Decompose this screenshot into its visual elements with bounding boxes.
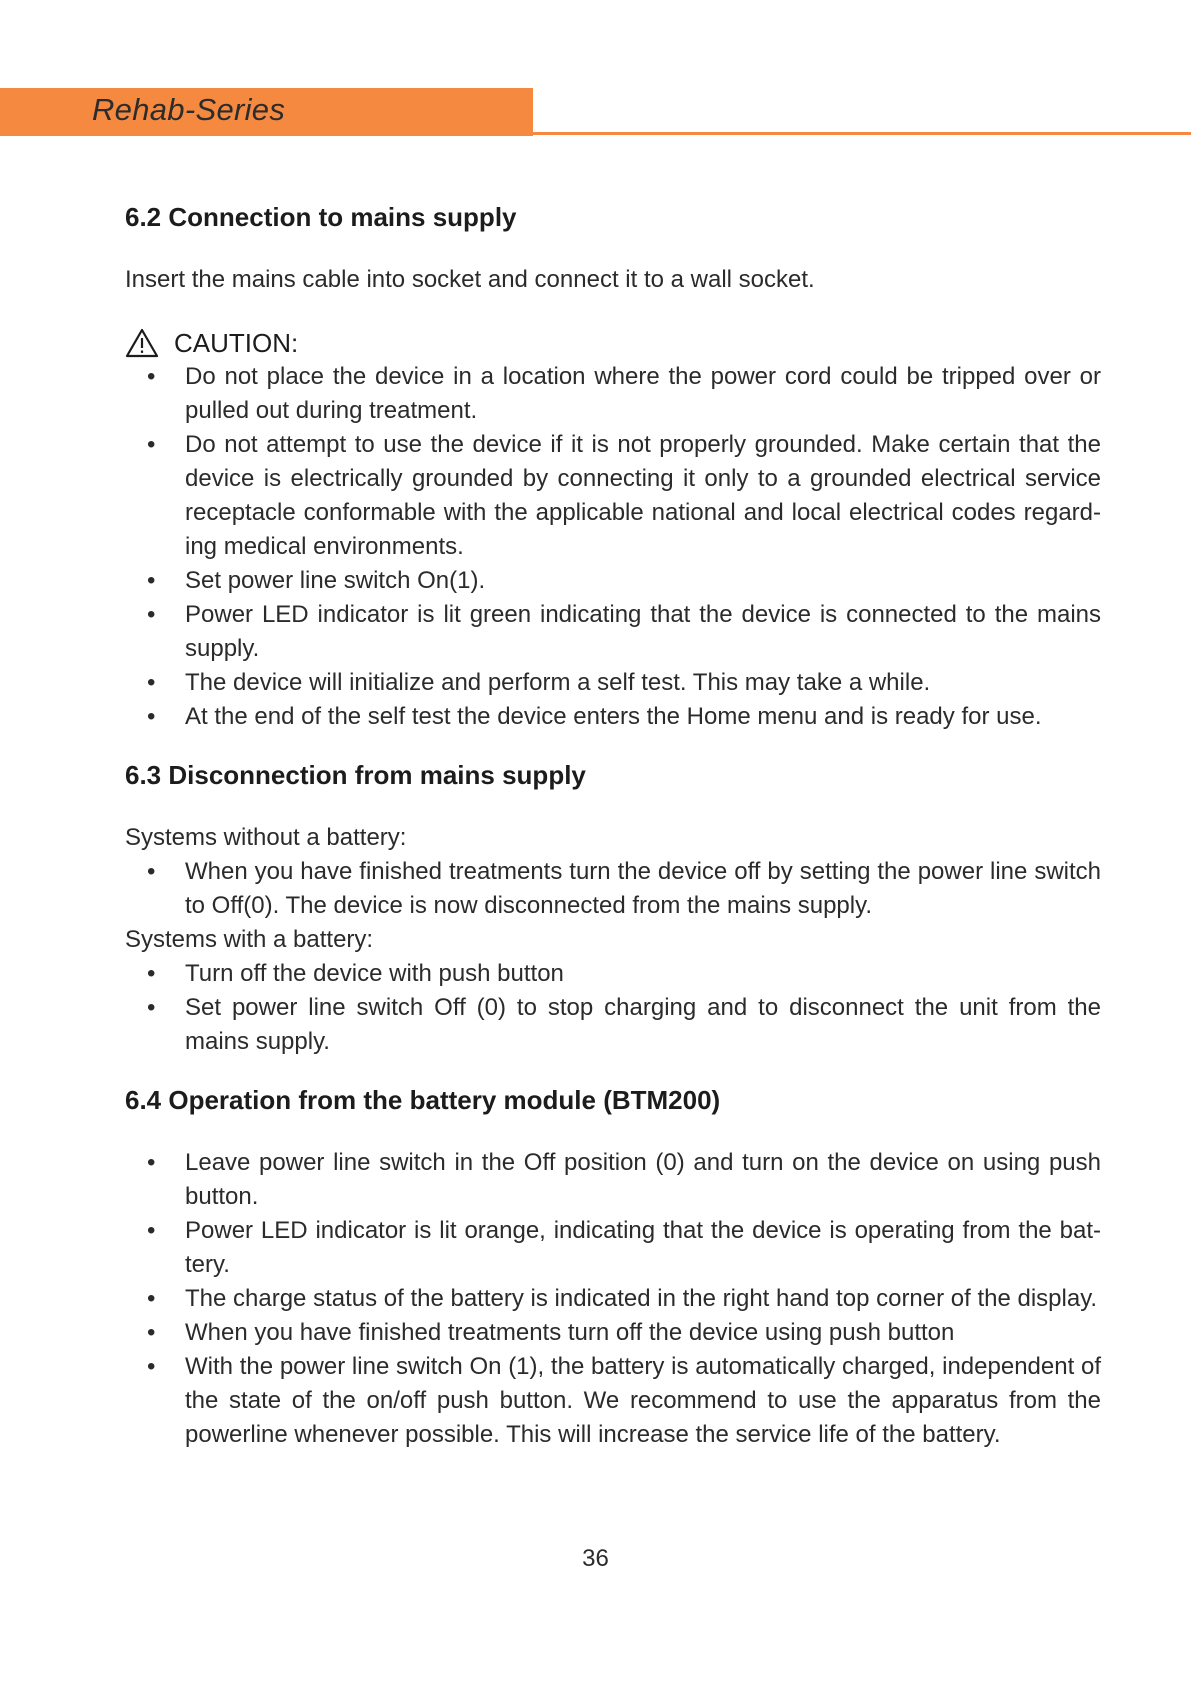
caution-label: CAUTION: (174, 328, 299, 358)
battery-operation-list (125, 1146, 1101, 1452)
list-item: • The device will initialize and perform a self test. This may take a while. (125, 666, 1101, 700)
list-item: • Do not place the device in a location where the power cord could be tripped over or pulled out during treatment. (125, 360, 1101, 428)
list-item: • The charge status of the battery is indicated in the right hand top corner of the display. (125, 1282, 1101, 1316)
with-battery-label: Systems with a battery: (125, 926, 374, 953)
without-battery-list (125, 855, 1101, 923)
list-item: • When you have finished treatments turn the device off by setting the power line switch to Off(0). The device is now disconnected from the mains supply. (125, 855, 1101, 923)
list-item: • Turn off the device with push button (125, 957, 1101, 991)
without-battery-label: Systems without a battery: (125, 824, 407, 851)
list-item: • Leave power line switch in the Off position (0) and turn on the device on using push button. (125, 1146, 1101, 1214)
header-rule (533, 132, 1191, 135)
warning-triangle-icon (125, 328, 159, 358)
list-item: • With the power line switch On (1), the battery is automatically charged, independent of the state of the on/off push button. We recommend to use the apparatus from the powerline whenever possible. This will increase the service life of the battery. (125, 1350, 1101, 1452)
list-item: • Power LED indicator is lit green indicating that the device is connected to the mains supply. (125, 598, 1101, 666)
list-item: • At the end of the self test the device enters the Home menu and is ready for use. (125, 700, 1101, 734)
list-item: • Do not attempt to use the device if it is not properly grounded. Make certain that the device is electrically grounded by connecting it only to a grounded electrical service receptacle conformable with the applicable national and local electrical codes regard-ing medical environments. (125, 428, 1101, 564)
caution-block (125, 326, 1101, 360)
section-6-3-heading: 6.3 Disconnection from mains supply (125, 760, 586, 790)
list-item: • When you have finished treatments turn off the device using push button (125, 1316, 1101, 1350)
list-item: • Power LED indicator is lit orange, indicating that the device is operating from the bat-tery. (125, 1214, 1101, 1282)
page-number: 36 (582, 1545, 609, 1572)
with-battery-list (125, 957, 1101, 1059)
list-item: • Set power line switch On(1). (125, 564, 1101, 598)
section-6-2-intro: Insert the mains cable into socket and connect it to a wall socket. (125, 266, 815, 293)
page-content (125, 200, 1101, 1452)
list-item: • Set power line switch Off (0) to stop charging and to disconnect the unit from the mains supply. (125, 991, 1101, 1059)
section-6-2-heading: 6.2 Connection to mains supply (125, 202, 517, 232)
section-6-4-heading: 6.4 Operation from the battery module (BTM200) (125, 1085, 721, 1115)
caution-list (125, 360, 1101, 734)
header-title: Rehab-Series (92, 92, 286, 127)
